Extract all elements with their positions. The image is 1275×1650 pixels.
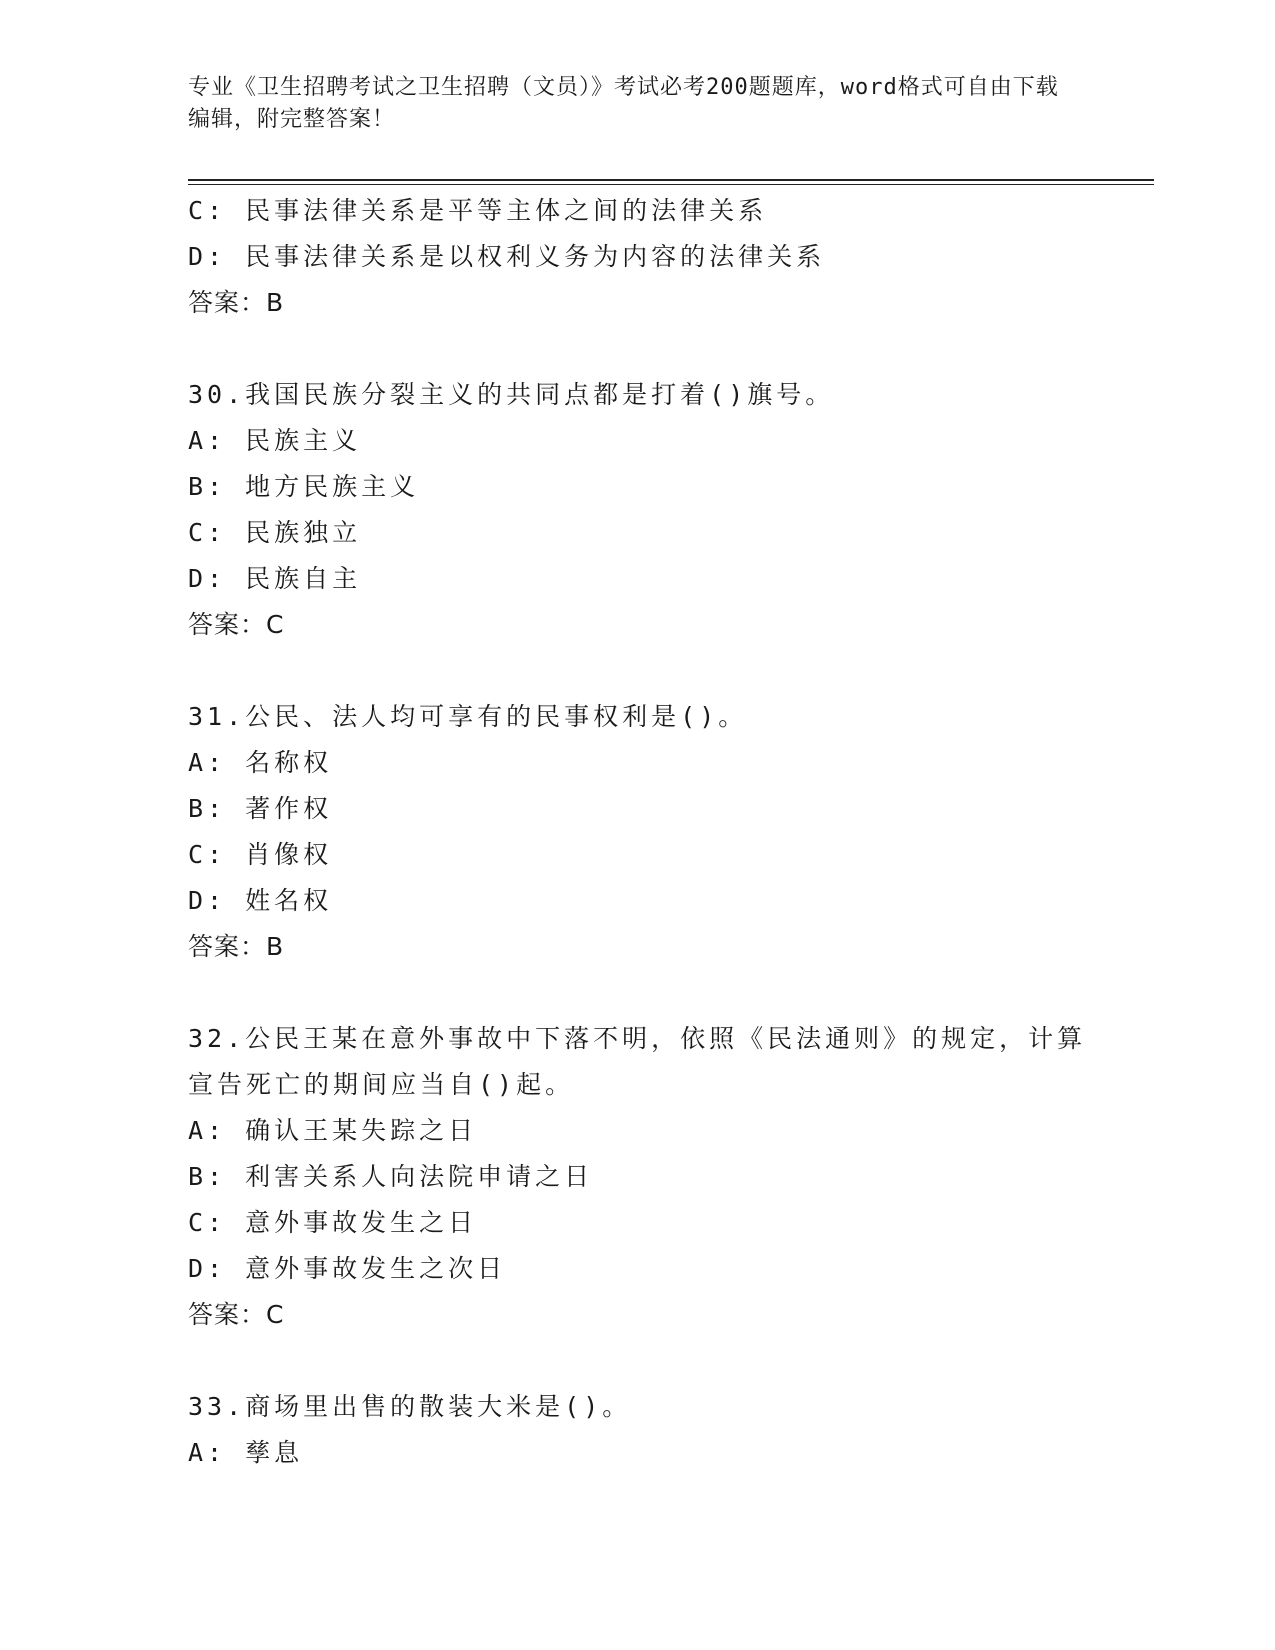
header-divider xyxy=(188,179,1154,185)
option-c: C: 意外事故发生之日 xyxy=(188,1208,478,1237)
option-d: D: 民族自主 xyxy=(188,564,362,593)
option-a: A: 确认王某失踪之日 xyxy=(188,1116,478,1145)
document-header: 专业《卫生招聘考试之卫生招聘（文员）》考试必考200题题库，word格式可自由下载编辑，附完整答案！ xyxy=(188,75,1059,132)
answer-line: 答案：B xyxy=(188,932,285,961)
option-b: B: 著作权 xyxy=(188,794,333,823)
option-d: D: 姓名权 xyxy=(188,886,333,915)
question-30: 30.我国民族分裂主义的共同点都是打着()旗号。 xyxy=(188,380,835,409)
question-list xyxy=(188,188,1088,1476)
option-d: D: 民事法律关系是以权利义务为内容的法律关系 xyxy=(188,242,826,271)
question-33: 33.商场里出售的散装大米是()。 xyxy=(188,1392,632,1421)
answer-line: 答案：B xyxy=(188,288,285,317)
answer-line: 答案：C xyxy=(188,1300,285,1329)
option-a: A: 孳息 xyxy=(188,1438,304,1467)
option-a: A: 名称权 xyxy=(188,748,333,777)
answer-line: 答案：C xyxy=(188,610,285,639)
option-b: B: 地方民族主义 xyxy=(188,472,420,501)
question-31: 31.公民、法人均可享有的民事权利是()。 xyxy=(188,702,748,731)
option-b: B: 利害关系人向法院申请之日 xyxy=(188,1162,594,1191)
option-d: D: 意外事故发生之次日 xyxy=(188,1254,507,1283)
option-a: A: 民族主义 xyxy=(188,426,362,455)
option-c: C: 民事法律关系是平等主体之间的法律关系 xyxy=(188,196,768,225)
option-c: C: 民族独立 xyxy=(188,518,362,547)
option-c: C: 肖像权 xyxy=(188,840,333,869)
question-32: 32.公民王某在意外事故中下落不明，依照《民法通则》的规定，计算宣告死亡的期间应当自()起。 xyxy=(188,1024,1087,1099)
